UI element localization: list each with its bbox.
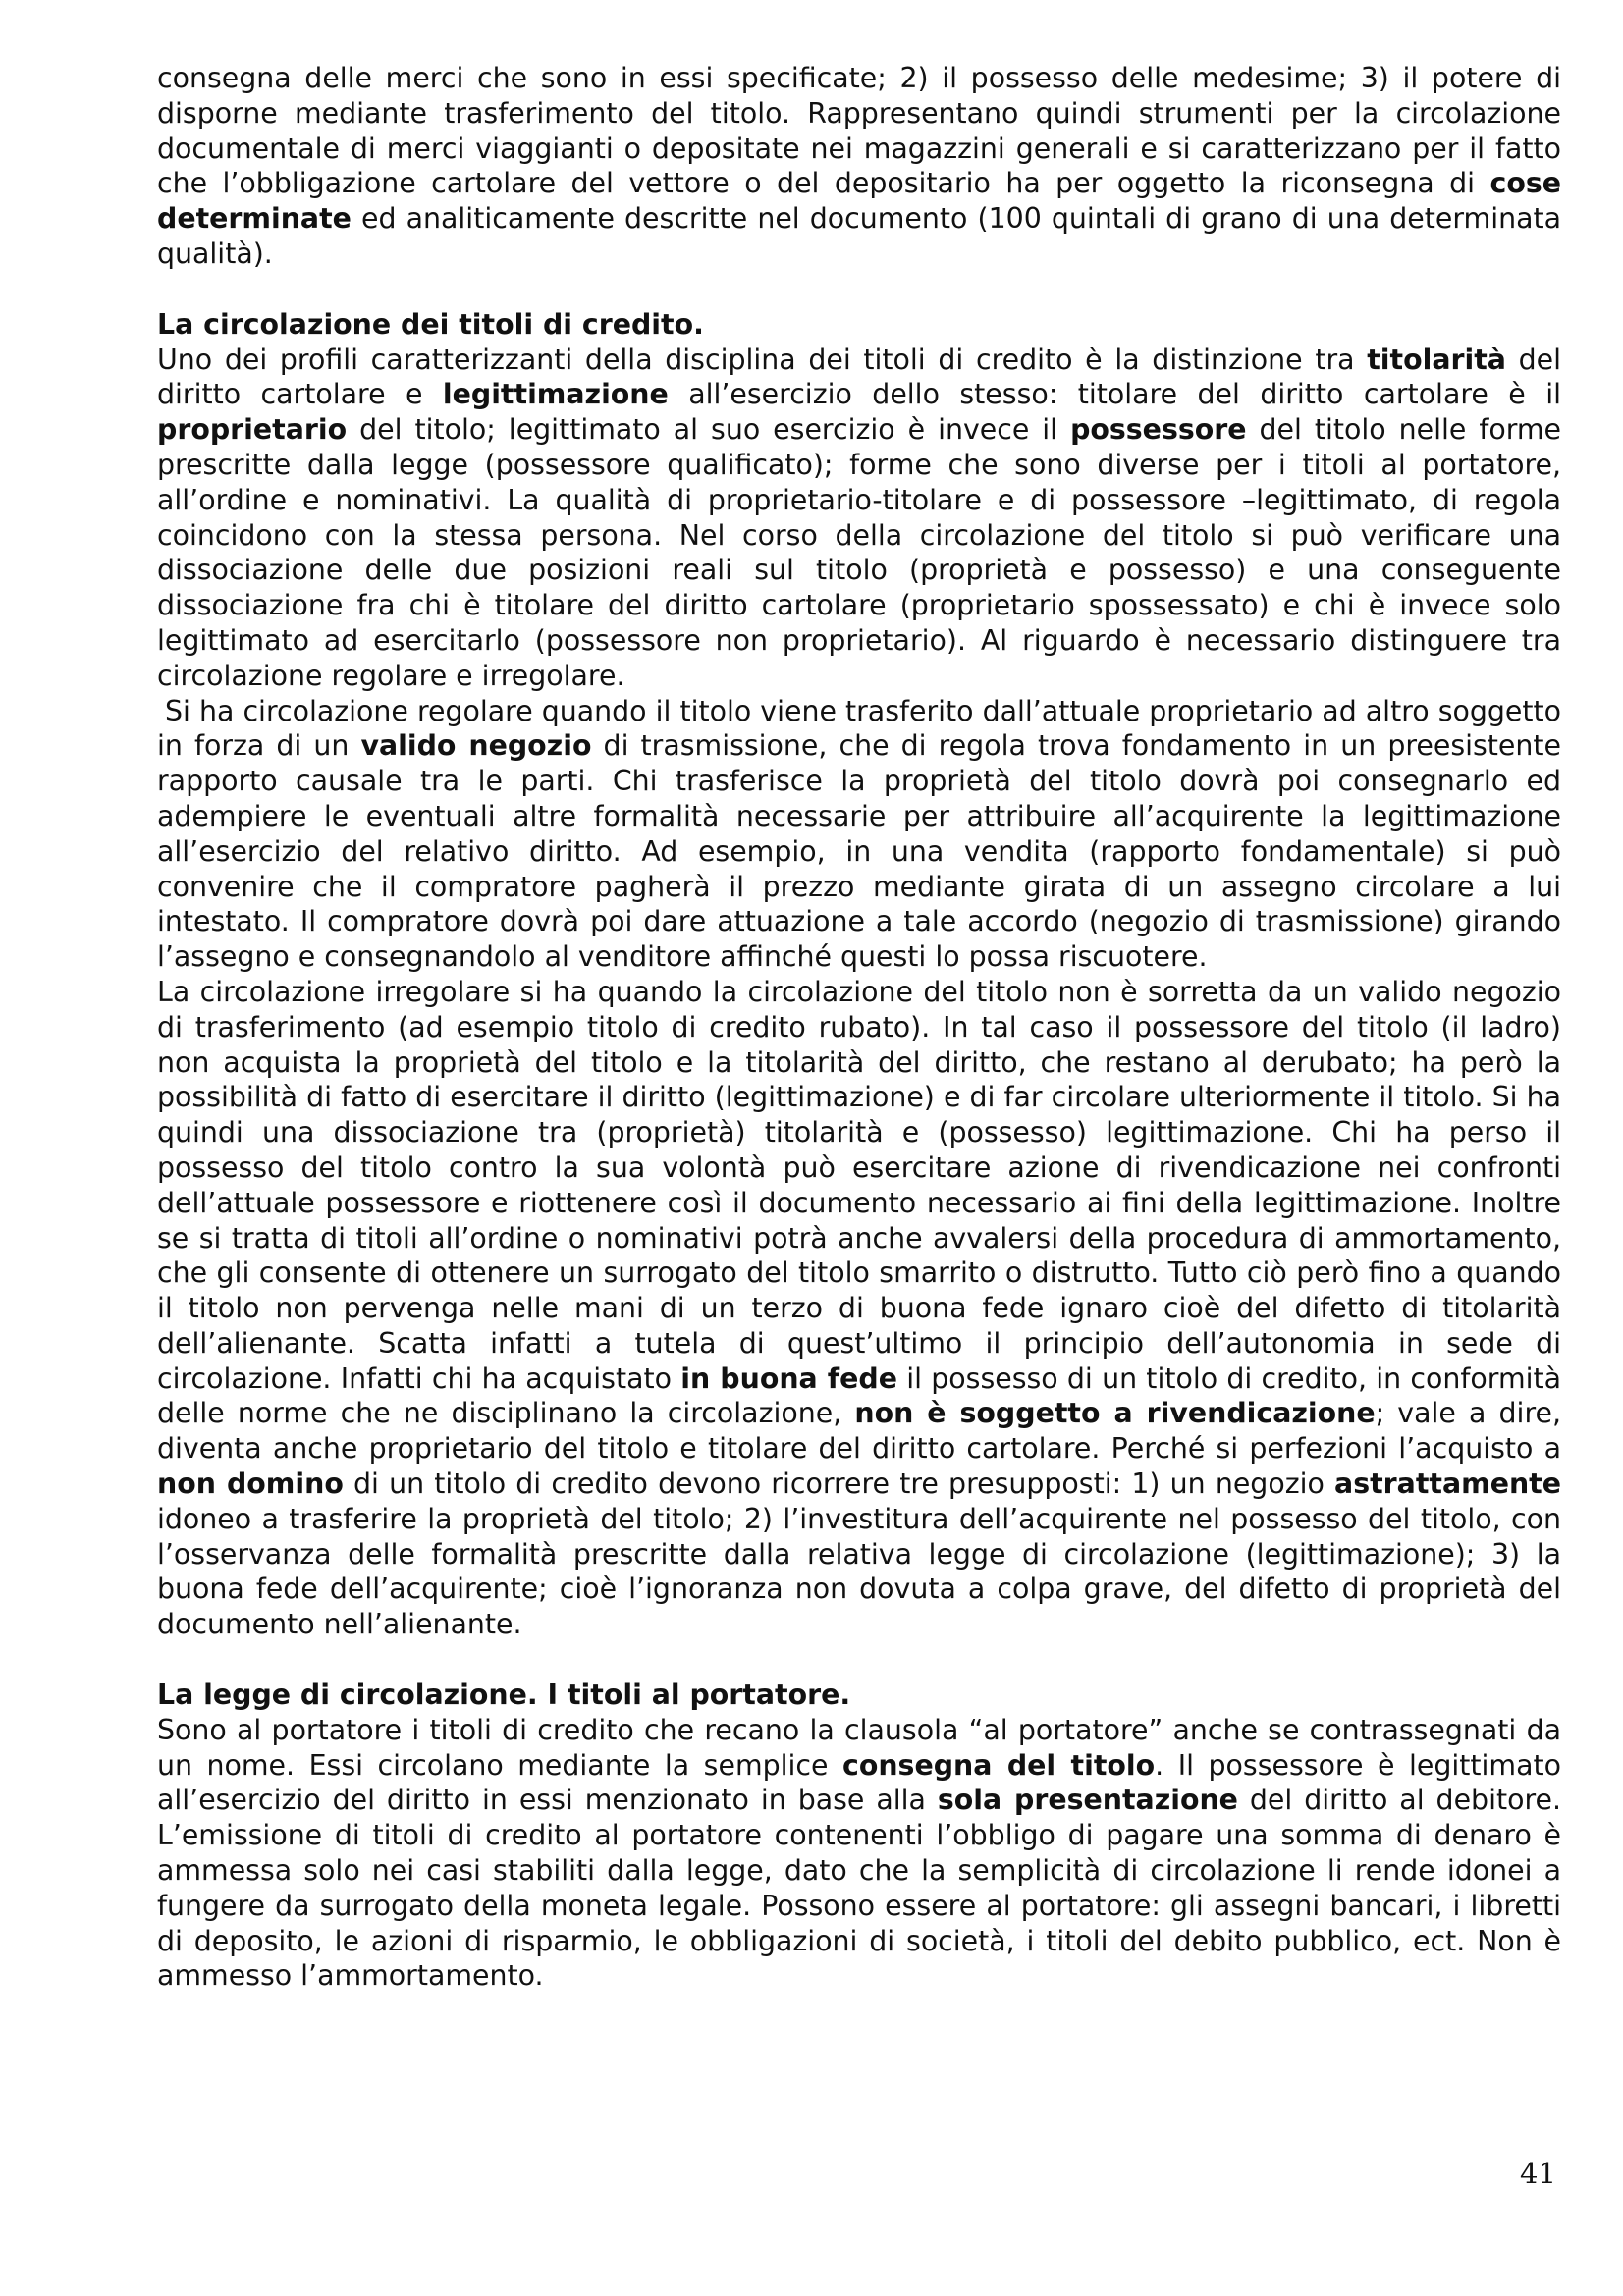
bold-term: titolarità	[1367, 343, 1506, 376]
bold-term: in buona fede	[680, 1362, 897, 1395]
bold-term: valido negozio	[360, 729, 592, 763]
text-run: La circolazione irregolare si ha quando la circolazione del titolo non è sorretta da un valido negozio di trasferimento (ad esempio titolo di credito rubato). In tal caso il possessore del titolo (il ladro) non acquista la proprietà del titolo e la titolarità del diritto, che restano al derubato; ha però la possibilità di fatto di esercitare il diritto (legittimazione) e di far circolare ulteriormente il titolo. Si ha quindi una dissociazione tra (proprietà) titolarità e (possesso) legittimazione. Chi ha perso il possesso del titolo contro la sua volontà può esercitare azione di rivendicazione nei confronti dell’attuale possessore e riottenere così il documento necessario ai fini della legittimazione. Inoltre se si tratta di titoli all’ordine o nominativi potrà anche avvalersi della procedura di ammortamento, che gli consente di ottenere un surrogato del titolo smarrito o distrutto. Tutto ciò però fino a quando il titolo non pervenga nelle mani di un terzo di buona fede ignaro cioè del difetto di titolarità dell’alienante. Scatta infatti a tutela di quest’ultimo il principio dell’autonomia in sede di circolazione. Infatti chi ha acquistato	[157, 975, 1561, 1395]
text-run: il possesso di un titolo di credito, in conformità delle norme che ne disciplinano la circolazione,	[157, 1362, 1562, 1430]
text-run: del titolo nelle forme prescritte dalla legge (possessore qualificato); forme che sono diverse per i titoli al portatore, all’ordine e nominativi. La qualità di proprietario-titolare e di possessore –legittimato, di regola coincidono con la stessa persona. Nel corso della circolazione del titolo si può verificare una dissociazione delle due posizioni reali sul titolo (proprietà e possesso) e una conseguente dissociazione fra chi è titolare del diritto cartolare (proprietario spossessato) e chi è invece solo legittimato ad esercitarlo (possessore non proprietario). Al riguardo è necessario distinguere tra circolazione regolare e irregolare.	[157, 413, 1561, 692]
bold-term: legittimazione	[442, 378, 669, 411]
page-number: 41	[1520, 2157, 1556, 2190]
text-run: di trasmissione, che di regola trova fondamento in un preesistente rapporto causale tra le parti. Chi trasferisce la proprietà del titolo dovrà poi consegnarlo ed adempiere le eventuali altre formalità necessarie per attribuire all’acquirente la legittimazione all’esercizio del relativo diritto. Ad esempio, in una vendita (rapporto fondamentale) si può convenire che il compratore pagherà il prezzo mediante girata di un assegno circolare a lui intestato. Il compratore dovrà poi dare attuazione a tale accordo (negozio di trasmissione) girando l’assegno e consegnandolo al venditore affinché questi lo possa riscuotere.	[157, 729, 1561, 974]
section-heading-circolazione: La circolazione dei titoli di credito.	[157, 307, 704, 341]
text-run: all’esercizio dello stesso: titolare del diritto cartolare è il	[668, 378, 1561, 411]
text-run: del diritto al debitore. L’emissione di titoli di credito al portatore contenenti l’obbligo di pagare una somma di denaro è ammessa solo nei casi stabiliti dalla legge, dato che la semplicità di circolazione li rende idonei a fungere da surrogato della moneta legale. Possono essere al portatore: gli assegni bancari, i libretti di deposito, le azioni di risparmio, le obbligazioni di società, i titoli del debito pubblico, ect. Non è ammesso l’ammortamento.	[157, 1784, 1561, 1993]
text-run: Si ha circolazione regolare quando il titolo viene trasferito dall’attuale proprietario ad altro soggetto in forza di un	[157, 694, 1561, 763]
bold-term: sola presentazione	[937, 1784, 1238, 1817]
bold-term: non domino	[157, 1468, 344, 1501]
document-page	[157, 61, 1561, 1994]
bold-term: proprietario	[157, 413, 348, 447]
text-run: Sono al portatore i titoli di credito che recano la clausola “al portatore” anche se contrassegnati da un nome. Essi circolano mediante la semplice	[157, 1713, 1561, 1782]
paragraph-titoli-al-portatore	[157, 1713, 1561, 1994]
paragraph-intro	[157, 61, 1561, 272]
text-run: . Il possessore è legittimato all’esercizio del diritto in essi menzionato in base alla	[157, 1748, 1561, 1817]
paragraph-circolazione-regolare	[157, 694, 1561, 975]
text-run: Uno dei profili caratterizzanti della disciplina dei titoli di credito è la distinzione tra	[157, 343, 1368, 376]
paragraph-titolarita-legittimazione	[157, 343, 1561, 694]
paragraph-circolazione-irregolare	[157, 975, 1561, 1642]
bold-term: non è soggetto a rivendicazione	[854, 1397, 1376, 1430]
text-run: consegna delle merci che sono in essi specificate; 2) il possesso delle medesime; 3) il potere di disporne mediante trasferimento del titolo. Rappresentano quindi strumenti per la circolazione documentale di merci viaggianti o depositate nei magazzini generali e si caratterizzano per il fatto che l’obbligazione cartolare del vettore o del depositario ha per oggetto la riconsegna di	[157, 62, 1561, 200]
section-heading-titoli-al-portatore: La legge di circolazione. I titoli al portatore.	[157, 1679, 851, 1712]
bold-term: consegna del titolo	[842, 1748, 1156, 1782]
bold-term: astrattamente	[1334, 1468, 1562, 1501]
text-run: del titolo; legittimato al suo esercizio è invece il	[347, 413, 1071, 447]
text-run: del diritto cartolare e	[157, 343, 1561, 411]
text-run: ed analiticamente descritte nel documento (100 quintali di grano di una determinata qualità).	[157, 202, 1561, 270]
bold-term: possessore	[1070, 413, 1247, 447]
bold-term: cose determinate	[157, 167, 1561, 236]
text-run: ; vale a dire, diventa anche proprietario del titolo e titolare del diritto cartolare. Perché si perfezioni l’acquisto a	[157, 1397, 1561, 1466]
text-run: di un titolo di credito devono ricorrere tre presupposti: 1) un negozio	[343, 1468, 1335, 1501]
text-run: idoneo a trasferire la proprietà del titolo; 2) l’investitura dell’acquirente nel possesso del titolo, con l’osservanza delle formalità prescritte dalla relativa legge di circolazione (legittimazione); 3) la buona fede dell’acquirente; cioè l’ignoranza non dovuta a colpa grave, del difetto di proprietà del documento nell’alienante.	[157, 1502, 1561, 1641]
